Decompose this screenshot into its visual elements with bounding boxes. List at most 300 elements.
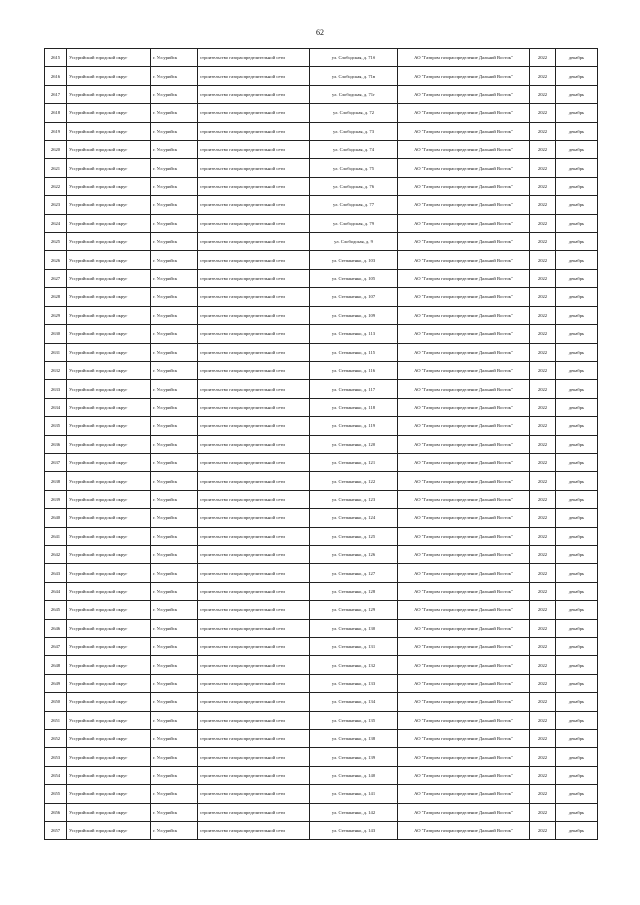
year-cell: 2022 xyxy=(530,748,556,766)
year-cell: 2022 xyxy=(530,674,556,692)
table-row xyxy=(45,601,598,619)
organization-cell: АО "Газпром газораспределение Дальний Восток" xyxy=(398,582,530,600)
locality-cell: г. Уссурийск xyxy=(151,177,198,195)
work-type-cell: строительство газораспределительной сети xyxy=(198,730,310,748)
work-type-cell: строительство газораспределительной сети xyxy=(198,803,310,821)
row-number: 2651 xyxy=(45,711,67,729)
address-cell: ул. Степаненко, д. 123 xyxy=(310,490,398,508)
row-number: 2637 xyxy=(45,453,67,471)
year-cell: 2022 xyxy=(530,398,556,416)
year-cell: 2022 xyxy=(530,803,556,821)
locality-cell: г. Уссурийск xyxy=(151,619,198,637)
work-type-cell: строительство газораспределительной сети xyxy=(198,141,310,159)
district-cell: Уссурийский городской округ xyxy=(67,435,151,453)
work-type-cell: строительство газораспределительной сети xyxy=(198,233,310,251)
locality-cell: г. Уссурийск xyxy=(151,380,198,398)
organization-cell: АО "Газпром газораспределение Дальний Восток" xyxy=(398,269,530,287)
district-cell: Уссурийский городской округ xyxy=(67,453,151,471)
work-type-cell: строительство газораспределительной сети xyxy=(198,785,310,803)
row-number: 2640 xyxy=(45,509,67,527)
address-cell: ул. Степаненко, д. 134 xyxy=(310,693,398,711)
month-cell: декабрь xyxy=(556,306,598,324)
table-row xyxy=(45,711,598,729)
address-cell: ул. Слободская, д. 71в xyxy=(310,67,398,85)
row-number: 2653 xyxy=(45,748,67,766)
month-cell: декабрь xyxy=(556,122,598,140)
table-row xyxy=(45,693,598,711)
district-cell: Уссурийский городской округ xyxy=(67,601,151,619)
work-type-cell: строительство газораспределительной сети xyxy=(198,269,310,287)
year-cell: 2022 xyxy=(530,490,556,508)
locality-cell: г. Уссурийск xyxy=(151,104,198,122)
locality-cell: г. Уссурийск xyxy=(151,472,198,490)
month-cell: декабрь xyxy=(556,214,598,232)
locality-cell: г. Уссурийск xyxy=(151,582,198,600)
district-cell: Уссурийский городской округ xyxy=(67,582,151,600)
organization-cell: АО "Газпром газораспределение Дальний Восток" xyxy=(398,674,530,692)
year-cell: 2022 xyxy=(530,343,556,361)
organization-cell: АО "Газпром газораспределение Дальний Восток" xyxy=(398,141,530,159)
work-type-cell: строительство газораспределительной сети xyxy=(198,822,310,840)
organization-cell: АО "Газпром газораспределение Дальний Восток" xyxy=(398,306,530,324)
year-cell: 2022 xyxy=(530,785,556,803)
table-row xyxy=(45,674,598,692)
year-cell: 2022 xyxy=(530,472,556,490)
address-cell: ул. Степаненко, д. 116 xyxy=(310,361,398,379)
locality-cell: г. Уссурийск xyxy=(151,822,198,840)
address-cell: ул. Степаненко, д. 117 xyxy=(310,380,398,398)
table-row xyxy=(45,325,598,343)
address-cell: ул. Степаненко, д. 122 xyxy=(310,472,398,490)
work-type-cell: строительство газораспределительной сети xyxy=(198,490,310,508)
year-cell: 2022 xyxy=(530,196,556,214)
row-number: 2618 xyxy=(45,104,67,122)
row-number: 2636 xyxy=(45,435,67,453)
year-cell: 2022 xyxy=(530,49,556,67)
month-cell: декабрь xyxy=(556,49,598,67)
table-row xyxy=(45,67,598,85)
locality-cell: г. Уссурийск xyxy=(151,325,198,343)
locality-cell: г. Уссурийск xyxy=(151,545,198,563)
address-cell: ул. Степаненко, д. 129 xyxy=(310,601,398,619)
table-row xyxy=(45,785,598,803)
year-cell: 2022 xyxy=(530,822,556,840)
district-cell: Уссурийский городской округ xyxy=(67,398,151,416)
address-cell: ул. Степаненко, д. 119 xyxy=(310,417,398,435)
table-row xyxy=(45,343,598,361)
address-cell: ул. Слободская, д. 76 xyxy=(310,177,398,195)
month-cell: декабрь xyxy=(556,85,598,103)
month-cell: декабрь xyxy=(556,67,598,85)
district-cell: Уссурийский городской округ xyxy=(67,527,151,545)
year-cell: 2022 xyxy=(530,159,556,177)
district-cell: Уссурийский городской округ xyxy=(67,380,151,398)
locality-cell: г. Уссурийск xyxy=(151,343,198,361)
month-cell: декабрь xyxy=(556,803,598,821)
month-cell: декабрь xyxy=(556,398,598,416)
work-type-cell: строительство газораспределительной сети xyxy=(198,49,310,67)
table-row xyxy=(45,269,598,287)
row-number: 2627 xyxy=(45,269,67,287)
district-cell: Уссурийский городской округ xyxy=(67,619,151,637)
organization-cell: АО "Газпром газораспределение Дальний Восток" xyxy=(398,49,530,67)
work-type-cell: строительство газораспределительной сети xyxy=(198,509,310,527)
district-cell: Уссурийский городской округ xyxy=(67,417,151,435)
address-cell: ул. Степаненко, д. 127 xyxy=(310,564,398,582)
organization-cell: АО "Газпром газораспределение Дальний Восток" xyxy=(398,803,530,821)
address-cell: ул. Степаненко, д. 105 xyxy=(310,269,398,287)
organization-cell: АО "Газпром газораспределение Дальний Восток" xyxy=(398,730,530,748)
year-cell: 2022 xyxy=(530,122,556,140)
month-cell: декабрь xyxy=(556,288,598,306)
row-number: 2620 xyxy=(45,141,67,159)
table-row xyxy=(45,509,598,527)
month-cell: декабрь xyxy=(556,269,598,287)
locality-cell: г. Уссурийск xyxy=(151,306,198,324)
work-type-cell: строительство газораспределительной сети xyxy=(198,453,310,471)
organization-cell: АО "Газпром газораспределение Дальний Восток" xyxy=(398,233,530,251)
year-cell: 2022 xyxy=(530,509,556,527)
month-cell: декабрь xyxy=(556,766,598,784)
work-type-cell: строительство газораспределительной сети xyxy=(198,564,310,582)
table-row xyxy=(45,766,598,784)
month-cell: декабрь xyxy=(556,564,598,582)
table-row xyxy=(45,638,598,656)
work-type-cell: строительство газораспределительной сети xyxy=(198,85,310,103)
month-cell: декабрь xyxy=(556,472,598,490)
locality-cell: г. Уссурийск xyxy=(151,67,198,85)
table-row xyxy=(45,251,598,269)
table-row xyxy=(45,527,598,545)
locality-cell: г. Уссурийск xyxy=(151,398,198,416)
year-cell: 2022 xyxy=(530,730,556,748)
row-number: 2630 xyxy=(45,325,67,343)
row-number: 2641 xyxy=(45,527,67,545)
year-cell: 2022 xyxy=(530,453,556,471)
work-type-cell: строительство газораспределительной сети xyxy=(198,638,310,656)
organization-cell: АО "Газпром газораспределение Дальний Восток" xyxy=(398,822,530,840)
district-cell: Уссурийский городской округ xyxy=(67,49,151,67)
district-cell: Уссурийский городской округ xyxy=(67,104,151,122)
table-row xyxy=(45,159,598,177)
locality-cell: г. Уссурийск xyxy=(151,196,198,214)
row-number: 2647 xyxy=(45,638,67,656)
year-cell: 2022 xyxy=(530,325,556,343)
work-type-cell: строительство газораспределительной сети xyxy=(198,288,310,306)
row-number: 2633 xyxy=(45,380,67,398)
table-row xyxy=(45,398,598,416)
table-row xyxy=(45,619,598,637)
month-cell: декабрь xyxy=(556,527,598,545)
district-cell: Уссурийский городской округ xyxy=(67,325,151,343)
district-cell: Уссурийский городской округ xyxy=(67,233,151,251)
locality-cell: г. Уссурийск xyxy=(151,693,198,711)
district-cell: Уссурийский городской округ xyxy=(67,656,151,674)
year-cell: 2022 xyxy=(530,564,556,582)
locality-cell: г. Уссурийск xyxy=(151,288,198,306)
month-cell: декабрь xyxy=(556,104,598,122)
row-number: 2648 xyxy=(45,656,67,674)
organization-cell: АО "Газпром газораспределение Дальний Восток" xyxy=(398,85,530,103)
month-cell: декабрь xyxy=(556,730,598,748)
work-type-cell: строительство газораспределительной сети xyxy=(198,545,310,563)
organization-cell: АО "Газпром газораспределение Дальний Восток" xyxy=(398,398,530,416)
row-number: 2625 xyxy=(45,233,67,251)
table-row xyxy=(45,417,598,435)
table-row xyxy=(45,141,598,159)
year-cell: 2022 xyxy=(530,233,556,251)
address-cell: ул. Слободская, д. 9 xyxy=(310,233,398,251)
organization-cell: АО "Газпром газораспределение Дальний Восток" xyxy=(398,638,530,656)
year-cell: 2022 xyxy=(530,288,556,306)
month-cell: декабрь xyxy=(556,177,598,195)
district-cell: Уссурийский городской округ xyxy=(67,85,151,103)
row-number: 2645 xyxy=(45,601,67,619)
row-number: 2629 xyxy=(45,306,67,324)
district-cell: Уссурийский городской округ xyxy=(67,564,151,582)
address-cell: ул. Степаненко, д. 142 xyxy=(310,803,398,821)
locality-cell: г. Уссурийск xyxy=(151,527,198,545)
district-cell: Уссурийский городской округ xyxy=(67,122,151,140)
month-cell: декабрь xyxy=(556,601,598,619)
month-cell: декабрь xyxy=(556,582,598,600)
row-number: 2617 xyxy=(45,85,67,103)
work-type-cell: строительство газораспределительной сети xyxy=(198,380,310,398)
organization-cell: АО "Газпром газораспределение Дальний Восток" xyxy=(398,472,530,490)
address-cell: ул. Слободская, д. 75 xyxy=(310,159,398,177)
year-cell: 2022 xyxy=(530,766,556,784)
address-cell: ул. Степаненко, д. 128 xyxy=(310,582,398,600)
address-cell: ул. Степаненко, д. 141 xyxy=(310,785,398,803)
year-cell: 2022 xyxy=(530,306,556,324)
district-cell: Уссурийский городской округ xyxy=(67,638,151,656)
address-cell: ул. Степаненко, д. 121 xyxy=(310,453,398,471)
address-cell: ул. Степаненко, д. 103 xyxy=(310,251,398,269)
work-type-cell: строительство газораспределительной сети xyxy=(198,325,310,343)
organization-cell: АО "Газпром газораспределение Дальний Восток" xyxy=(398,656,530,674)
year-cell: 2022 xyxy=(530,545,556,563)
organization-cell: АО "Газпром газораспределение Дальний Восток" xyxy=(398,214,530,232)
district-cell: Уссурийский городской округ xyxy=(67,196,151,214)
row-number: 2638 xyxy=(45,472,67,490)
locality-cell: г. Уссурийск xyxy=(151,122,198,140)
locality-cell: г. Уссурийск xyxy=(151,490,198,508)
table-row xyxy=(45,656,598,674)
page-number: 62 xyxy=(316,28,324,37)
year-cell: 2022 xyxy=(530,104,556,122)
month-cell: декабрь xyxy=(556,490,598,508)
month-cell: декабрь xyxy=(556,711,598,729)
row-number: 2616 xyxy=(45,67,67,85)
table-row xyxy=(45,472,598,490)
row-number: 2652 xyxy=(45,730,67,748)
year-cell: 2022 xyxy=(530,67,556,85)
row-number: 2628 xyxy=(45,288,67,306)
district-cell: Уссурийский городской округ xyxy=(67,785,151,803)
work-type-cell: строительство газораспределительной сети xyxy=(198,251,310,269)
locality-cell: г. Уссурийск xyxy=(151,766,198,784)
year-cell: 2022 xyxy=(530,601,556,619)
locality-cell: г. Уссурийск xyxy=(151,748,198,766)
table-row xyxy=(45,233,598,251)
organization-cell: АО "Газпром газораспределение Дальний Восток" xyxy=(398,545,530,563)
organization-cell: АО "Газпром газораспределение Дальний Восток" xyxy=(398,693,530,711)
organization-cell: АО "Газпром газораспределение Дальний Восток" xyxy=(398,490,530,508)
work-type-cell: строительство газораспределительной сети xyxy=(198,527,310,545)
district-cell: Уссурийский городской округ xyxy=(67,361,151,379)
organization-cell: АО "Газпром газораспределение Дальний Восток" xyxy=(398,711,530,729)
locality-cell: г. Уссурийск xyxy=(151,785,198,803)
locality-cell: г. Уссурийск xyxy=(151,251,198,269)
row-number: 2643 xyxy=(45,564,67,582)
locality-cell: г. Уссурийск xyxy=(151,435,198,453)
organization-cell: АО "Газпром газораспределение Дальний Восток" xyxy=(398,527,530,545)
district-cell: Уссурийский городской округ xyxy=(67,748,151,766)
locality-cell: г. Уссурийск xyxy=(151,674,198,692)
work-type-cell: строительство газораспределительной сети xyxy=(198,67,310,85)
month-cell: декабрь xyxy=(556,785,598,803)
district-cell: Уссурийский городской округ xyxy=(67,803,151,821)
address-cell: ул. Степаненко, д. 126 xyxy=(310,545,398,563)
month-cell: декабрь xyxy=(556,453,598,471)
organization-cell: АО "Газпром газораспределение Дальний Восток" xyxy=(398,380,530,398)
district-cell: Уссурийский городской округ xyxy=(67,67,151,85)
organization-cell: АО "Газпром газораспределение Дальний Восток" xyxy=(398,453,530,471)
locality-cell: г. Уссурийск xyxy=(151,361,198,379)
month-cell: декабрь xyxy=(556,361,598,379)
table-row xyxy=(45,104,598,122)
organization-cell: АО "Газпром газораспределение Дальний Восток" xyxy=(398,748,530,766)
table-row xyxy=(45,49,598,67)
work-type-cell: строительство газораспределительной сети xyxy=(198,122,310,140)
row-number: 2649 xyxy=(45,674,67,692)
district-cell: Уссурийский городской округ xyxy=(67,159,151,177)
organization-cell: АО "Газпром газораспределение Дальний Восток" xyxy=(398,785,530,803)
year-cell: 2022 xyxy=(530,251,556,269)
organization-cell: АО "Газпром газораспределение Дальний Восток" xyxy=(398,122,530,140)
month-cell: декабрь xyxy=(556,638,598,656)
district-cell: Уссурийский городской округ xyxy=(67,288,151,306)
month-cell: декабрь xyxy=(556,251,598,269)
address-cell: ул. Степаненко, д. 140 xyxy=(310,766,398,784)
work-type-cell: строительство газораспределительной сети xyxy=(198,748,310,766)
row-number: 2632 xyxy=(45,361,67,379)
address-cell: ул. Слободская, д. 77 xyxy=(310,196,398,214)
locality-cell: г. Уссурийск xyxy=(151,638,198,656)
year-cell: 2022 xyxy=(530,141,556,159)
row-number: 2615 xyxy=(45,49,67,67)
month-cell: декабрь xyxy=(556,619,598,637)
month-cell: декабрь xyxy=(556,417,598,435)
row-number: 2656 xyxy=(45,803,67,821)
row-number: 2644 xyxy=(45,582,67,600)
locality-cell: г. Уссурийск xyxy=(151,141,198,159)
work-type-cell: строительство газораспределительной сети xyxy=(198,417,310,435)
row-number: 2639 xyxy=(45,490,67,508)
district-cell: Уссурийский городской округ xyxy=(67,141,151,159)
row-number: 2631 xyxy=(45,343,67,361)
address-cell: ул. Слободская, д. 71г xyxy=(310,85,398,103)
table-row xyxy=(45,730,598,748)
organization-cell: АО "Газпром газораспределение Дальний Восток" xyxy=(398,325,530,343)
row-number: 2621 xyxy=(45,159,67,177)
address-cell: ул. Степаненко, д. 131 xyxy=(310,638,398,656)
address-cell: ул. Степаненко, д. 115 xyxy=(310,343,398,361)
address-cell: ул. Степаненко, д. 120 xyxy=(310,435,398,453)
row-number: 2623 xyxy=(45,196,67,214)
year-cell: 2022 xyxy=(530,85,556,103)
work-type-cell: строительство газораспределительной сети xyxy=(198,674,310,692)
locality-cell: г. Уссурийск xyxy=(151,509,198,527)
table-row xyxy=(45,214,598,232)
table-row xyxy=(45,545,598,563)
month-cell: декабрь xyxy=(556,380,598,398)
month-cell: декабрь xyxy=(556,656,598,674)
organization-cell: АО "Газпром газораспределение Дальний Восток" xyxy=(398,564,530,582)
year-cell: 2022 xyxy=(530,527,556,545)
locality-cell: г. Уссурийск xyxy=(151,269,198,287)
row-number: 2619 xyxy=(45,122,67,140)
month-cell: декабрь xyxy=(556,435,598,453)
work-type-cell: строительство газораспределительной сети xyxy=(198,693,310,711)
table-row xyxy=(45,582,598,600)
address-cell: ул. Степаненко, д. 135 xyxy=(310,711,398,729)
district-cell: Уссурийский городской округ xyxy=(67,251,151,269)
district-cell: Уссурийский городской округ xyxy=(67,693,151,711)
month-cell: декабрь xyxy=(556,233,598,251)
district-cell: Уссурийский городской округ xyxy=(67,822,151,840)
organization-cell: АО "Газпром газораспределение Дальний Восток" xyxy=(398,343,530,361)
year-cell: 2022 xyxy=(530,214,556,232)
district-cell: Уссурийский городской округ xyxy=(67,545,151,563)
organization-cell: АО "Газпром газораспределение Дальний Восток" xyxy=(398,509,530,527)
address-cell: ул. Степаненко, д. 118 xyxy=(310,398,398,416)
address-cell: ул. Степаненко, д. 139 xyxy=(310,748,398,766)
address-cell: ул. Степаненко, д. 130 xyxy=(310,619,398,637)
address-cell: ул. Степаненко, д. 133 xyxy=(310,674,398,692)
district-cell: Уссурийский городской округ xyxy=(67,472,151,490)
table-row xyxy=(45,490,598,508)
address-cell: ул. Степаненко, д. 143 xyxy=(310,822,398,840)
year-cell: 2022 xyxy=(530,380,556,398)
table-row xyxy=(45,196,598,214)
address-cell: ул. Степаненко, д. 125 xyxy=(310,527,398,545)
table-row xyxy=(45,122,598,140)
table-row xyxy=(45,85,598,103)
row-number: 2657 xyxy=(45,822,67,840)
year-cell: 2022 xyxy=(530,177,556,195)
address-cell: ул. Степаненко, д. 132 xyxy=(310,656,398,674)
organization-cell: АО "Газпром газораспределение Дальний Восток" xyxy=(398,251,530,269)
district-cell: Уссурийский городской округ xyxy=(67,269,151,287)
district-cell: Уссурийский городской округ xyxy=(67,674,151,692)
table-row xyxy=(45,288,598,306)
organization-cell: АО "Газпром газораспределение Дальний Восток" xyxy=(398,601,530,619)
organization-cell: АО "Газпром газораспределение Дальний Восток" xyxy=(398,619,530,637)
table-row xyxy=(45,380,598,398)
organization-cell: АО "Газпром газораспределение Дальний Восток" xyxy=(398,159,530,177)
work-type-cell: строительство газораспределительной сети xyxy=(198,104,310,122)
district-cell: Уссурийский городской округ xyxy=(67,214,151,232)
organization-cell: АО "Газпром газораспределение Дальний Восток" xyxy=(398,766,530,784)
row-number: 2624 xyxy=(45,214,67,232)
work-type-cell: строительство газораспределительной сети xyxy=(198,582,310,600)
address-cell: ул. Слободская, д. 71б xyxy=(310,49,398,67)
row-number: 2635 xyxy=(45,417,67,435)
district-cell: Уссурийский городской округ xyxy=(67,490,151,508)
locality-cell: г. Уссурийск xyxy=(151,711,198,729)
organization-cell: АО "Газпром газораспределение Дальний Восток" xyxy=(398,435,530,453)
